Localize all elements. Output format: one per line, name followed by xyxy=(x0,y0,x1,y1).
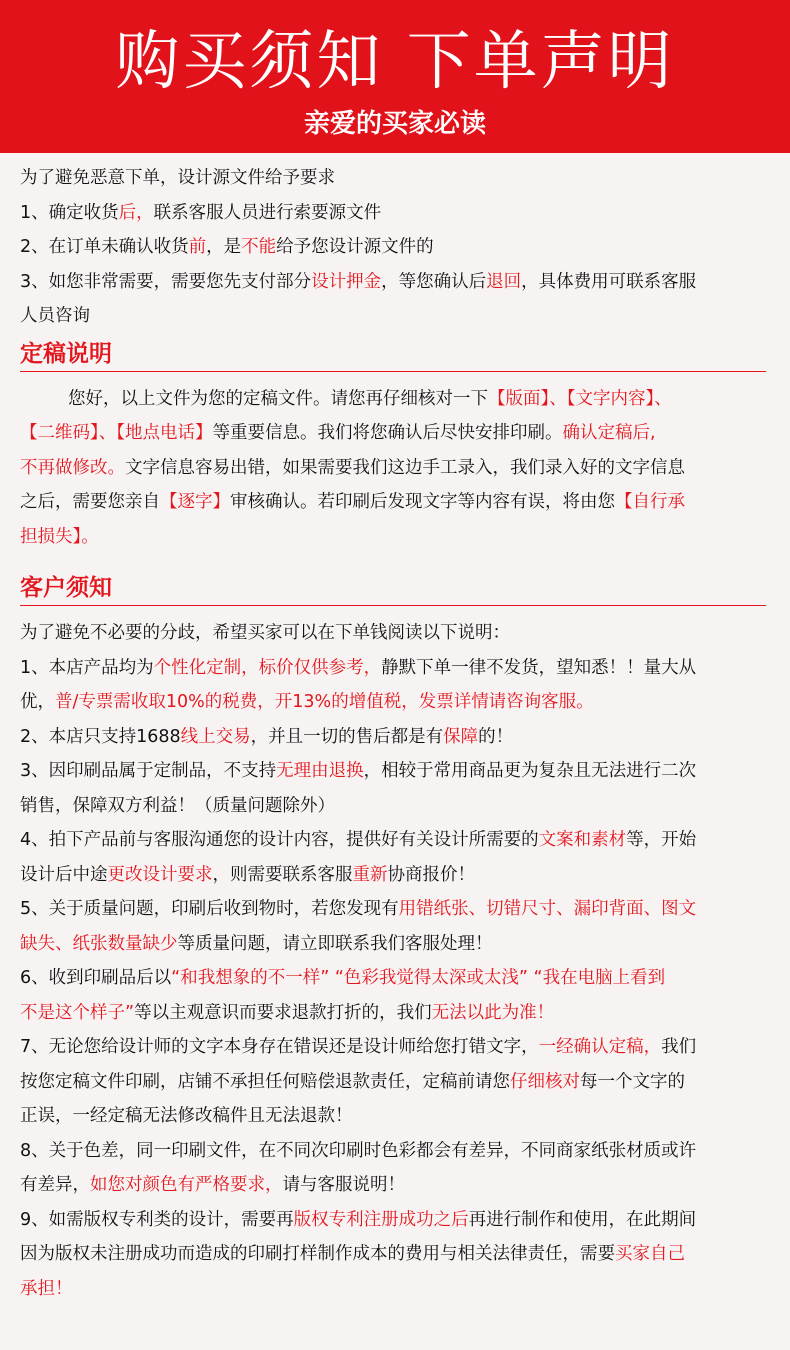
body-text: ，是 xyxy=(206,237,242,257)
highlight-text: 退回 xyxy=(486,271,522,292)
highlight-text: “和我想象的不一样” “色彩我觉得太深或太浅” “我在电脑上看到 xyxy=(171,968,666,988)
text-line xyxy=(20,996,770,1031)
page-subtitle: 亲爱的买家必读 xyxy=(303,109,486,139)
body-text: ，相较于常用商品更为复杂且无法进行二次 xyxy=(363,761,697,781)
highlight-text: 【二维码】、【地点电话】 xyxy=(20,423,213,443)
highlight-text: 用错纸张、切错尺寸、漏印背面、图文 xyxy=(398,899,697,919)
notice-body xyxy=(0,153,790,1306)
body-text: 优， xyxy=(20,692,55,712)
text-line xyxy=(20,265,770,300)
highlight-text: 无理由退换 xyxy=(276,761,364,781)
highlight-text: 个性化定制，标价仅供参考， xyxy=(153,657,382,678)
highlight-text: 担损失】。 xyxy=(20,526,99,547)
body-text: ，则需要联系客服 xyxy=(212,864,353,885)
text-line xyxy=(20,858,770,893)
body-text: 协商报价！ xyxy=(387,864,475,885)
section-heading: 定稿说明 xyxy=(20,337,766,372)
section-heading: 客户须知 xyxy=(20,571,766,606)
text-line xyxy=(20,382,770,417)
body-text: 6、收到印刷品后以 xyxy=(20,968,172,988)
text-line xyxy=(20,892,770,927)
highlight-text: 线上交易 xyxy=(180,726,251,747)
body-text: 请与客服说明！ xyxy=(282,1175,405,1195)
text-line xyxy=(20,685,770,720)
body-text: 销售，保障双方利益！（质量问题除外） xyxy=(20,795,335,816)
highlight-text: 设计押金 xyxy=(311,271,382,292)
text-line xyxy=(20,961,770,996)
body-text: 5、关于质量问题，印刷后收到物时，若您发现有 xyxy=(20,899,399,919)
text-line xyxy=(20,1168,770,1203)
body-text: 因为版权未注册成功而造成的印刷打样制作成本的费用与相关法律责任，需要 xyxy=(20,1244,615,1264)
text-line xyxy=(20,1272,770,1307)
body-text: ，并且一切的售后都是有 xyxy=(250,726,444,747)
highlight-text: 普/专票需收取10%的税费，开13%的增值税，发票详情请咨询客服。 xyxy=(55,692,594,712)
text-line xyxy=(20,616,770,651)
page-title: 购买须知 下单声明 xyxy=(115,25,675,99)
highlight-text: 不再做修改。 xyxy=(20,457,125,478)
text-line xyxy=(20,927,770,962)
body-text: 给予您设计源文件的 xyxy=(276,237,434,257)
text-line xyxy=(20,651,770,686)
body-text: 2、在订单未确认收货 xyxy=(20,237,189,257)
text-line xyxy=(20,789,770,824)
highlight-text: 保障 xyxy=(443,726,479,747)
body-text: 等，开始 xyxy=(626,830,697,850)
highlight-text: 更改设计要求 xyxy=(107,864,213,885)
text-line xyxy=(20,196,770,231)
highlight-text: 仔细核对 xyxy=(510,1071,580,1092)
body-text: 联系客服人员进行索要源文件 xyxy=(153,202,382,223)
highlight-text: 无法以此为准！ xyxy=(431,1002,555,1023)
text-line xyxy=(20,1203,770,1238)
highlight-text: 【自行承 xyxy=(615,492,685,512)
body-text: 1、本店产品均为 xyxy=(20,657,154,678)
body-text: 人员咨询 xyxy=(20,306,90,326)
body-text: 3、如您非常需要，需要您先支付部分 xyxy=(20,271,312,292)
body-text: 2、本店只支持1688 xyxy=(20,726,181,747)
highlight-text: 版权专利注册成功之后 xyxy=(293,1209,469,1230)
body-text: 您好，以上文件为您的定稿文件。请您再仔细核对一下 xyxy=(68,388,488,409)
text-line xyxy=(20,1134,770,1169)
text-line xyxy=(20,754,770,789)
text-line xyxy=(20,299,770,334)
header-banner xyxy=(0,0,790,153)
body-text: 4、拍下产品前与客服沟通您的设计内容，提供好有关设计所需要的 xyxy=(20,830,539,850)
text-line xyxy=(20,720,770,755)
body-text: 再进行制作和使用，在此期间 xyxy=(468,1209,697,1230)
body-text: 每一个文字的 xyxy=(580,1071,685,1092)
body-text: 我们 xyxy=(661,1037,697,1057)
highlight-text: 买家自己 xyxy=(615,1244,685,1264)
highlight-text: 确认定稿后, xyxy=(562,423,656,443)
highlight-text: 承担！ xyxy=(20,1278,73,1299)
body-text: 的！ xyxy=(478,726,514,747)
body-text: 审核确认。若印刷后发现文字等内容有误，将由您 xyxy=(230,492,615,512)
body-text: 等以主观意识而要求退款打折的，我们 xyxy=(134,1002,432,1023)
text-line xyxy=(20,416,770,451)
text-line xyxy=(20,485,770,520)
text-line xyxy=(20,1237,770,1272)
body-text: 静默下单一律不发货，望知悉！！量大从 xyxy=(381,657,697,678)
highlight-text: 文案和素材 xyxy=(538,830,627,850)
body-text: 9、如需版权专利类的设计，需要再 xyxy=(20,1209,294,1230)
text-line xyxy=(20,520,770,555)
body-text: 1、确定收货 xyxy=(20,202,119,223)
highlight-text: 【版面】、【文字内容】、 xyxy=(488,388,672,409)
highlight-text: 重新 xyxy=(352,864,388,885)
body-text: 文字信息容易出错，如果需要我们这边手工录入，我们录入好的文字信息 xyxy=(125,457,685,478)
highlight-text: 如您对颜色有严格要求， xyxy=(90,1175,283,1195)
body-text: 为了避免不必要的分歧，希望买家可以在下单钱阅读以下说明： xyxy=(20,623,510,643)
body-text: 3、因印刷品属于定制品，不支持 xyxy=(20,761,277,781)
body-text: 之后，需要您亲自 xyxy=(20,492,160,512)
body-text: 按您定稿文件印刷，店铺不承担任何赔偿退款责任，定稿前请您 xyxy=(20,1071,510,1092)
highlight-text: 前 xyxy=(188,237,207,257)
body-text: 为了避免恶意下单，设计源文件给予要求 xyxy=(20,168,335,188)
body-text: 有差异， xyxy=(20,1175,90,1195)
body-text: 设计后中途 xyxy=(20,864,108,885)
body-text: ，具体费用可联系客服 xyxy=(521,271,697,292)
body-text: ，等您确认后 xyxy=(381,271,487,292)
highlight-text: 不能 xyxy=(241,237,277,257)
text-line xyxy=(20,451,770,486)
body-text: 等重要信息。我们将您确认后尽快安排印刷。 xyxy=(212,423,563,443)
text-line xyxy=(20,1065,770,1100)
text-line xyxy=(20,1030,770,1065)
body-text: 7、无论您给设计师的文字本身存在错误还是设计师给您打错文字， xyxy=(20,1037,539,1057)
body-text: 正误，一经定稿无法修改稿件且无法退款！ xyxy=(20,1106,353,1126)
body-text: 8、关于色差，同一印刷文件，在不同次印刷时色彩都会有差异，不同商家纸张材质或许 xyxy=(20,1140,697,1161)
text-line xyxy=(20,230,770,265)
highlight-text: 一经确认定稿， xyxy=(538,1037,662,1057)
spacer xyxy=(20,554,770,568)
highlight-text: 【逐字】 xyxy=(160,492,230,512)
body-text: 等质量问题，请立即联系我们客服处理！ xyxy=(177,933,493,954)
highlight-text: 不是这个样子” xyxy=(20,1002,135,1023)
text-line xyxy=(20,823,770,858)
text-line xyxy=(20,161,770,196)
highlight-text: 后， xyxy=(118,202,154,223)
text-line xyxy=(20,1099,770,1134)
highlight-text: 缺失、纸张数量缺少 xyxy=(20,933,178,954)
